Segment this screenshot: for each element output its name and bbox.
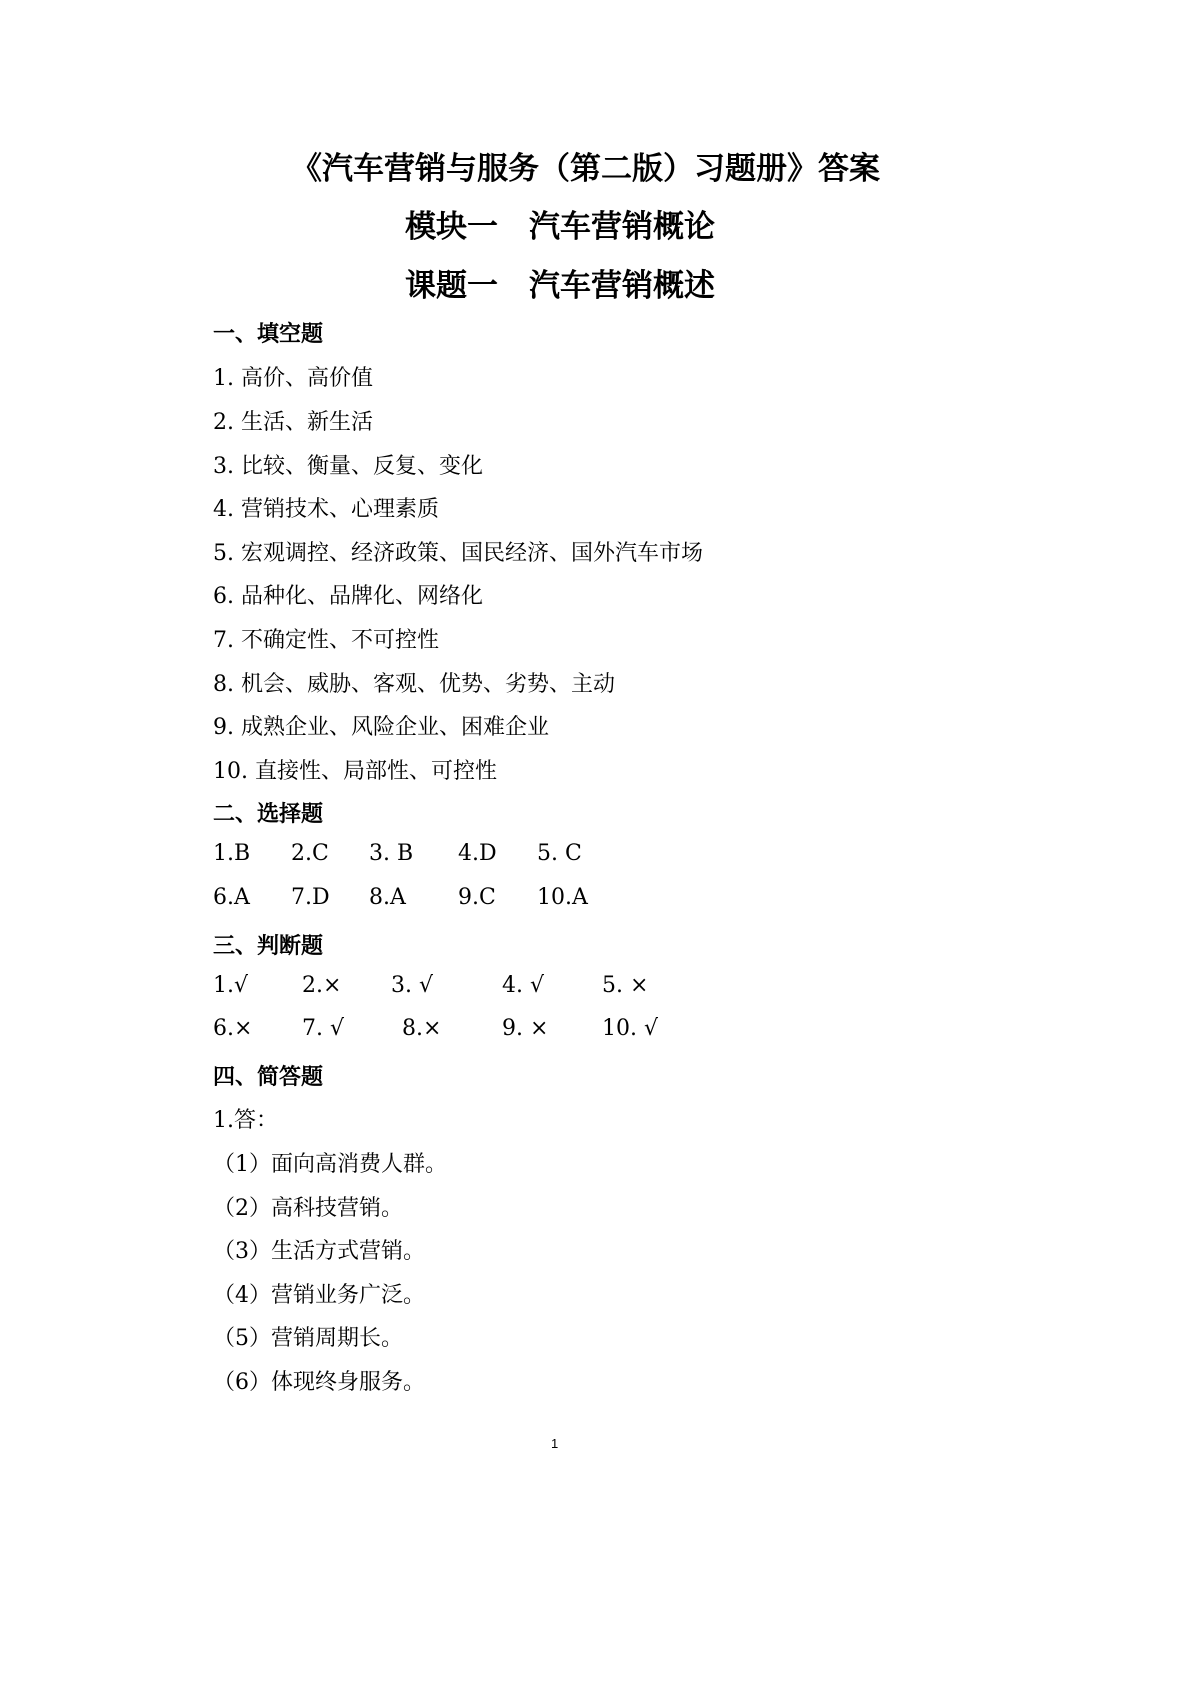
list-item: （5）营销周期长。	[213, 1326, 403, 1351]
page-number: 1	[551, 1436, 559, 1451]
list-item: 8. 机会、威胁、客观、优势、劣势、主动	[213, 672, 615, 697]
list-item: 10. 直接性、局部性、可控性	[213, 759, 497, 784]
list-item: （6）体现终身服务。	[213, 1370, 425, 1395]
section-heading-true-false: 三、判断题	[213, 934, 324, 959]
answer-item: 8.A	[369, 885, 406, 910]
answer-item: 9. ×	[502, 1016, 549, 1041]
answer-item: 1.B	[213, 841, 251, 866]
list-item: 5. 宏观调控、经济政策、国民经济、国外汽车市场	[213, 541, 703, 566]
answer-item: 6.×	[213, 1016, 253, 1041]
answer-item: 3. √	[391, 973, 434, 998]
section-heading-multiple-choice: 二、选择题	[213, 802, 324, 827]
answer-item: 10.A	[537, 885, 588, 910]
list-item: （1）面向高消费人群。	[213, 1152, 447, 1177]
list-item: 9. 成熟企业、风险企业、困难企业	[213, 715, 549, 740]
answer-item: 1.√	[213, 973, 249, 998]
list-item: 6. 品种化、品牌化、网络化	[213, 584, 483, 609]
module-heading: 模块一 汽车营销概论	[405, 209, 715, 245]
answer-label: 1.答：	[213, 1108, 278, 1133]
list-item: 3. 比较、衡量、反复、变化	[213, 454, 483, 479]
answer-item: 9.C	[458, 885, 496, 910]
answer-item: 10. √	[602, 1016, 658, 1041]
section-heading-short-answer: 四、简答题	[213, 1065, 324, 1090]
lesson-heading: 课题一 汽车营销概述	[405, 268, 715, 304]
list-item: 2. 生活、新生活	[213, 410, 373, 435]
answer-item: 2.×	[302, 973, 342, 998]
list-item: 4. 营销技术、心理素质	[213, 497, 439, 522]
answer-item: 7.D	[291, 885, 330, 910]
answer-item: 6.A	[213, 885, 250, 910]
answer-item: 4. √	[502, 973, 545, 998]
document-title: 《汽车营销与服务（第二版）习题册》答案	[291, 151, 880, 187]
section-heading-fill-blank: 一、填空题	[213, 322, 324, 347]
answer-item: 5. ×	[602, 973, 649, 998]
list-item: 7. 不确定性、不可控性	[213, 628, 439, 653]
answer-item: 5. C	[537, 841, 582, 866]
list-item: （2）高科技营销。	[213, 1196, 403, 1221]
answer-item: 7. √	[302, 1016, 345, 1041]
list-item: 1. 高价、高价值	[213, 366, 373, 391]
answer-item: 3. B	[369, 841, 414, 866]
list-item: （3）生活方式营销。	[213, 1239, 425, 1264]
answer-item: 4.D	[458, 841, 497, 866]
answer-item: 2.C	[291, 841, 329, 866]
list-item: （4）营销业务广泛。	[213, 1283, 425, 1308]
answer-item: 8.×	[402, 1016, 442, 1041]
